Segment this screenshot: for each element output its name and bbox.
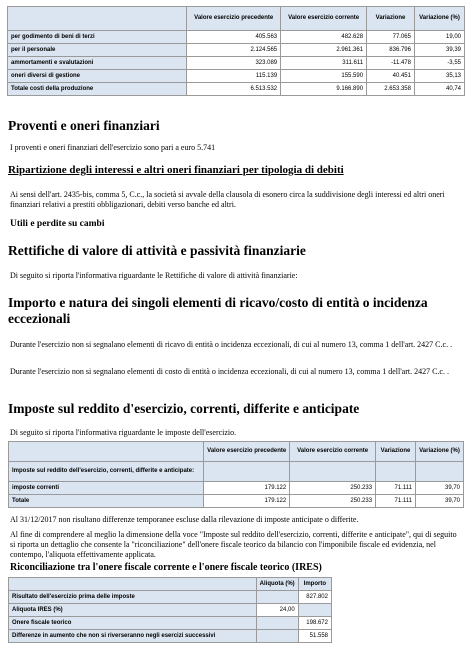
imposte-table — [8, 441, 464, 508]
riconciliazione-header: Importo — [298, 578, 331, 591]
cell-pct: -3,55 — [414, 57, 464, 70]
cost-table-header: Variazione — [367, 7, 415, 31]
cell-pct: 39,39 — [414, 44, 464, 57]
riconciliazione-header: Aliquota (%) — [256, 578, 298, 591]
cell-var: 77.065 — [367, 31, 415, 44]
riconciliazione-header-blank — [9, 578, 257, 591]
cell-prev: 6.513.532 — [187, 83, 281, 96]
cell-curr: 250.233 — [290, 495, 376, 508]
ripartizione-text: Ai sensi dell'art. 2435-bis, comma 5, C.c., la società si avvale della clausola di esonero circa la suddivisione degli interessi ed altri oneri finanziari relativi a prestiti obbligazionari, debiti verso banche ed altri. — [10, 190, 445, 209]
cell-importo: 51.558 — [298, 630, 331, 643]
cell-prev: 405.563 — [187, 31, 281, 44]
imposte-text-1: Al 31/12/2017 non risultano differenze temporanee escluse dalla rilevazione di imposte anticipate o differite. — [10, 515, 359, 524]
importo-text-1: Durante l'esercizio non si segnalano elementi di ricavo di entità o incidenza eccezionali, di cui al numero 13, comma 1 dell'art. 2427 C.c. . — [10, 340, 453, 349]
imposte-section-row — [9, 462, 464, 482]
row-label: oneri diversi di gestione — [8, 70, 187, 83]
cell-var: 836.796 — [367, 44, 415, 57]
imposte-table-header: Valore esercizio precedente — [204, 442, 290, 462]
ripartizione-heading: Ripartizione degli interessi e altri oneri finanziari per tipologia di debiti — [8, 164, 344, 176]
table-row — [9, 617, 332, 630]
table-row — [9, 604, 332, 617]
row-label: per il personale — [8, 44, 187, 57]
cost-table-header-blank — [8, 7, 187, 31]
cell-aliquota — [256, 630, 298, 643]
cell-prev: 179.122 — [204, 495, 290, 508]
imposte-table-header: Variazione — [376, 442, 416, 462]
cell-curr: 250.233 — [290, 482, 376, 495]
cost-table — [7, 6, 465, 96]
cost-table-header: Valore esercizio precedente — [187, 7, 281, 31]
blank-cell — [376, 462, 416, 482]
cell-aliquota: 24,00 — [256, 604, 298, 617]
blank-cell — [415, 462, 463, 482]
table-row — [8, 83, 465, 96]
proventi-heading: Proventi e oneri finanziari — [8, 118, 160, 133]
cell-pct: 40,74 — [414, 83, 464, 96]
table-row — [8, 70, 465, 83]
importo-text-2: Durante l'esercizio non si segnalano elementi di costo di entità o incidenza eccezionali, di cui al numero 13, comma 1 dell'art. 2427 C.c. . — [10, 367, 449, 376]
cost-table-header-row — [8, 7, 465, 31]
cost-table-header: Variazione (%) — [414, 7, 464, 31]
cell-curr: 311.611 — [281, 57, 367, 70]
table-row — [9, 591, 332, 604]
cell-curr: 155.590 — [281, 70, 367, 83]
cell-pct: 35,13 — [414, 70, 464, 83]
cell-pct: 39,70 — [415, 482, 463, 495]
row-label: Risultato dell'esercizio prima delle imposte — [9, 591, 257, 604]
riconciliazione-heading: Riconciliazione tra l'onere fiscale corrente e l'onere fiscale teorico (IRES) — [10, 562, 322, 573]
cell-curr: 2.961.361 — [281, 44, 367, 57]
imposte-intro: Di seguito si riporta l'informativa riguardante le imposte dell'esercizio. — [10, 428, 237, 437]
cell-var: 2.653.358 — [367, 83, 415, 96]
cell-var: 71.111 — [376, 482, 416, 495]
rettifiche-heading: Rettifiche di valore di attività e passività finanziarie — [8, 243, 306, 258]
table-row — [9, 495, 464, 508]
table-row — [8, 31, 465, 44]
cell-pct: 39,70 — [415, 495, 463, 508]
row-label: imposte correnti — [9, 482, 204, 495]
table-row — [8, 57, 465, 70]
cell-var: 71.111 — [376, 495, 416, 508]
row-label: per godimento di beni di terzi — [8, 31, 187, 44]
row-label: Onere fiscale teorico — [9, 617, 257, 630]
imposte-heading: Imposte sul reddito d'esercizio, correnti, differite e anticipate — [8, 401, 360, 416]
cost-table-header: Valore esercizio corrente — [281, 7, 367, 31]
row-label: Aliquota IRES (%) — [9, 604, 257, 617]
imposte-table-header: Variazione (%) — [415, 442, 463, 462]
cell-prev: 179.122 — [204, 482, 290, 495]
riconciliazione-header-row — [9, 578, 332, 591]
table-row — [8, 44, 465, 57]
row-label: Totale costi della produzione — [8, 83, 187, 96]
imposte-table-header-row — [9, 442, 464, 462]
utili-heading: Utili e perdite su cambi — [10, 219, 105, 229]
importo-heading: Importo e natura dei singoli elementi di ricavo/costo di entità o incidenza eccezionali — [8, 295, 428, 326]
table-row — [9, 482, 464, 495]
table-row — [9, 630, 332, 643]
section-label: Imposte sul reddito dell'esercizio, correnti, differite e anticipate: — [9, 462, 204, 482]
cell-prev: 115.139 — [187, 70, 281, 83]
proventi-text: I proventi e oneri finanziari dell'esercizio sono pari a euro 5.741 — [10, 143, 216, 152]
row-label: ammortamenti e svalutazioni — [8, 57, 187, 70]
cell-curr: 9.166.890 — [281, 83, 367, 96]
cell-importo — [298, 604, 331, 617]
cell-pct: 19,00 — [414, 31, 464, 44]
cell-var: 40.451 — [367, 70, 415, 83]
imposte-table-header: Valore esercizio corrente — [290, 442, 376, 462]
cell-aliquota — [256, 617, 298, 630]
cell-var: -11.478 — [367, 57, 415, 70]
cell-prev: 2.124.565 — [187, 44, 281, 57]
cell-importo: 827.802 — [298, 591, 331, 604]
row-label: Totale — [9, 495, 204, 508]
blank-cell — [204, 462, 290, 482]
row-label: Differenze in aumento che non si riverseranno negli esercizi successivi — [9, 630, 257, 643]
blank-cell — [290, 462, 376, 482]
riconciliazione-table — [8, 577, 332, 643]
cell-importo: 198.672 — [298, 617, 331, 630]
cell-aliquota — [256, 591, 298, 604]
imposte-table-header-blank — [9, 442, 204, 462]
cell-curr: 482.628 — [281, 31, 367, 44]
imposte-text-2: Al fine di comprendere al meglio la dimensione della voce "Imposte sul reddito dell'esercizio, correnti, differite e anticipate", qui di seguito si riporta un dettaglio che consente la "riconciliazione" dell'onere fiscale teorico da bilancio con l'imponibile fiscale ed evidenzia, nel contempo, l'aliquota effettivamente applicata. — [10, 530, 457, 559]
rettifiche-text: Di seguito si riporta l'informativa riguardante le Rettifiche di valore di attività finanziarie: — [10, 271, 298, 280]
cell-prev: 323.089 — [187, 57, 281, 70]
